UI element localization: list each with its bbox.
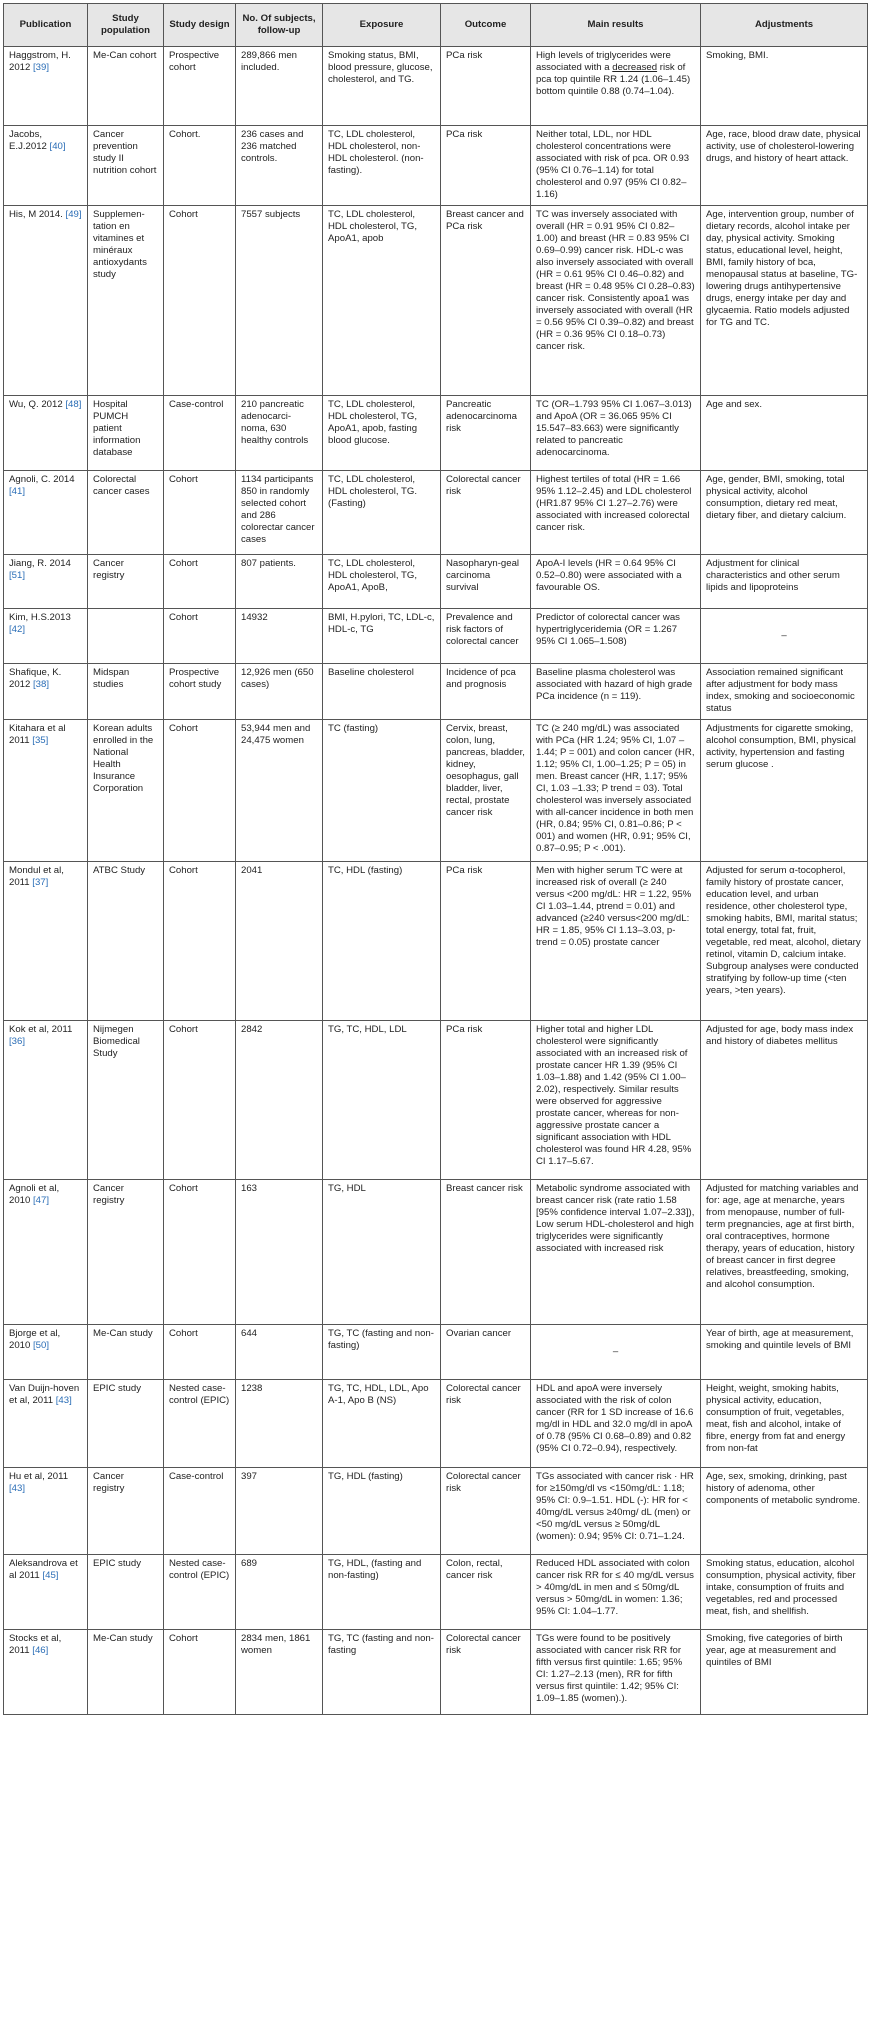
cell-outcome: Prevalence and risk factors of colorectal cancer: [441, 609, 531, 664]
table-row: [4, 206, 868, 396]
cell-results: Neither total, LDL, nor HDL cholesterol concentrations were associated with risk of pca. OR 0.93 (95% CI 0.76–1.14) for total cholesterol and 0.97 (95% CI 0.82–1.16): [531, 126, 701, 206]
table-row: [4, 1180, 868, 1325]
cell-subjects: 1134 participants 850 in randomly selected cohort and 286 colorectar cancer cases: [236, 471, 323, 555]
cell-adjustments: Age, sex, smoking, drinking, past history of adenoma, other components of metabolic syndrome.: [701, 1468, 868, 1555]
cell-results: TGs associated with cancer risk · HR for ≥150mg/dl vs <150mg/dL: 1.18; 95% CI: 0.9–1.51. HDL (-): HR for < 40mg/dL versus ≥40mg/ dL (men) or <50 mg/dL versus ≥ 50mg/dL (women): 0.94; 95% CI: 0.71–1.24.: [531, 1468, 701, 1555]
reference-link[interactable]: [42]: [9, 624, 26, 635]
cell-adjustments: Adjusted for serum α-tocopherol, family history of prostate cancer, education level, and urban residence, other cholesterol type, smoking habits, BMI, marital status; total energy, total fat, fruit, vegetable, red meat, alcohol, dietary retinol, vitamin D, calcium intake. Subgroup analyses were conducted stratifying by follow-up time (<ten years, >ten years).: [701, 862, 868, 1021]
cell-exposure: TC, LDL cholesterol, HDL cholesterol, TG, ApoA1, apob: [323, 206, 441, 396]
cell-results: HDL and apoA were inversely associated with the risk of colon cancer (RR for 1 SD increase of 16.6 mg/dl in HDL and 32.0 mg/dl in apoA of 0.78 (95% CI 0.68–0.89) and 0.82 (95% CI 0.72–0.94), respectively.: [531, 1380, 701, 1468]
cell-outcome: Colon, rectal, cancer risk: [441, 1555, 531, 1630]
cell-exposure: Smoking status, BMI, blood pressure, glucose, cholesterol, and TG.: [323, 47, 441, 126]
cell-exposure: Baseline cholesterol: [323, 664, 441, 720]
cell-adjustments: Association remained significant after adjustment for body mass index, smoking and socioeconomic status: [701, 664, 868, 720]
cell-publication: [4, 1180, 88, 1325]
cell-exposure: TG, HDL (fasting): [323, 1468, 441, 1555]
cell-publication: [4, 1468, 88, 1555]
cell-exposure: TC, LDL cholesterol, HDL cholesterol, TG, ApoA1, apob, fasting blood glucose.: [323, 396, 441, 471]
cell-design: Case-control: [164, 396, 236, 471]
cell-population: Cancer registry: [88, 1180, 164, 1325]
cell-subjects: 236 cases and 236 matched controls.: [236, 126, 323, 206]
table-row: [4, 1468, 868, 1555]
cell-outcome: Colorectal cancer risk: [441, 471, 531, 555]
cell-design: Cohort: [164, 862, 236, 1021]
cell-exposure: TC, LDL cholesterol, HDL cholesterol, TG. (Fasting): [323, 471, 441, 555]
cell-subjects: 2041: [236, 862, 323, 1021]
cell-population: Cancer registry: [88, 1468, 164, 1555]
cell-design: Nested case-control (EPIC): [164, 1380, 236, 1468]
cell-outcome: Incidence of pca and prognosis: [441, 664, 531, 720]
cell-subjects: 689: [236, 1555, 323, 1630]
cell-results: Men with higher serum TC were at increased risk of overall (≥ 240 versus <200 mg/dL: HR = 1.22, 95% CI 1.03–1.44, ptrend = 0.01) and advanced (≥240 versus<200 mg/dL: HR = 1.85, 95% CI 1.13–3.03, p-trend = 0.05) prostate cancer: [531, 862, 701, 1021]
col-header-study-design: Study design: [164, 4, 236, 47]
cell-design: Cohort: [164, 471, 236, 555]
cell-subjects: 397: [236, 1468, 323, 1555]
cell-subjects: 644: [236, 1325, 323, 1380]
cell-publication: [4, 1630, 88, 1715]
publication-text: Mondul et al, 2011: [9, 865, 64, 888]
reference-link[interactable]: [43]: [9, 1483, 26, 1494]
cell-results: ApoA-I levels (HR = 0.64 95% CI 0.52–0.80) were associated with a favourable OS.: [531, 555, 701, 609]
reference-link[interactable]: [46]: [32, 1645, 49, 1656]
cell-outcome: Cervix, breast, colon, lung, pancreas, bladder, kidney, oesophagus, gall bladder, liver, rectal, prostate cancer risk: [441, 720, 531, 862]
cell-outcome: PCa risk: [441, 126, 531, 206]
cell-outcome: Colorectal cancer risk: [441, 1380, 531, 1468]
table-row: [4, 609, 868, 664]
table-row: [4, 126, 868, 206]
cell-population: Midspan studies: [88, 664, 164, 720]
cell-population: Cancer prevention study II nutrition cohort: [88, 126, 164, 206]
cell-adjustments: Year of birth, age at measurement, smoking and quintile levels of BMI: [701, 1325, 868, 1380]
cell-adjustments: Height, weight, smoking habits, physical activity, education, consumption of fruit, vegetables, meat, fish and alcohol, intake of fibre, energy from fat and energy from non-fat: [701, 1380, 868, 1468]
cell-subjects: 2842: [236, 1021, 323, 1180]
cell-outcome: Ovarian cancer: [441, 1325, 531, 1380]
cell-results: Predictor of colorectal cancer was hypertriglyceridemia (OR = 1.267 95% CI 1.065–1.508): [531, 609, 701, 664]
cell-exposure: TC (fasting): [323, 720, 441, 862]
cell-publication: [4, 862, 88, 1021]
cell-population: Hospital PUMCH patient information database: [88, 396, 164, 471]
table-row: [4, 1630, 868, 1715]
cell-exposure: TG, HDL, (fasting and non-fasting): [323, 1555, 441, 1630]
publication-text: Kok et al, 2011: [9, 1024, 73, 1035]
reference-link[interactable]: [50]: [33, 1340, 50, 1351]
cell-outcome: PCa risk: [441, 1021, 531, 1180]
cell-subjects: 1238: [236, 1380, 323, 1468]
cell-results: TC was inversely associated with overall (HR = 0.91 95% CI 0.82–1.00) and breast (HR = 0.83 95% CI 0.69–0.99) cancer risk. HDL-c was also inversely associated with overall (HR = 0.61 95% CI 0.46–0.82) and breast (HR = 0.48 95% CI 0.28–0.83) cancer risk. Consistently apoa1 was inversely associated with overall (HR = 0.56 95% CI 0.39–0.82) and breast (HR = 0.36 95% CI 0.18–0.73) cancer risk.: [531, 206, 701, 396]
cell-adjustments: Smoking, BMI.: [701, 47, 868, 126]
cell-design: Nested case-control (EPIC): [164, 1555, 236, 1630]
table-row: [4, 862, 868, 1021]
cell-publication: [4, 555, 88, 609]
col-header-outcome: Outcome: [441, 4, 531, 47]
reference-link[interactable]: [45]: [42, 1570, 59, 1581]
cell-design: Cohort: [164, 1325, 236, 1380]
cell-exposure: BMI, H.pylori, TC, LDL-c, HDL-c, TG: [323, 609, 441, 664]
cell-design: Cohort: [164, 609, 236, 664]
cell-population: Supplemen-tation en vitamines et minéraux antioxydants study: [88, 206, 164, 396]
publication-text: Jiang, R. 2014: [9, 558, 71, 569]
cell-publication: [4, 1555, 88, 1630]
cell-population: EPIC study: [88, 1555, 164, 1630]
publication-text: Bjorge et al, 2010: [9, 1328, 61, 1351]
reference-link[interactable]: [49]: [65, 209, 82, 220]
cell-adjustments: Adjustments for cigarette smoking, alcohol consumption, BMI, physical activity, hypertension and fasting serum glucose .: [701, 720, 868, 862]
cell-results: Reduced HDL associated with colon cancer risk RR for ≤ 40 mg/dL versus > 40mg/dL in men and ≤ 50mg/dL versus > 50mg/dL in women: 1.36; 95% CI: 1.04–1.77.: [531, 1555, 701, 1630]
col-header-main-results: Main results: [531, 4, 701, 47]
studies-table: [3, 3, 868, 1715]
cell-publication: [4, 396, 88, 471]
cell-subjects: 12,926 men (650 cases): [236, 664, 323, 720]
publication-text: Wu, Q. 2012: [9, 399, 66, 410]
cell-subjects: 2834 men, 1861 women: [236, 1630, 323, 1715]
col-header-adjustments: Adjustments: [701, 4, 868, 47]
cell-design: Cohort: [164, 206, 236, 396]
cell-publication: [4, 664, 88, 720]
cell-population: Colorectal cancer cases: [88, 471, 164, 555]
cell-results: Metabolic syndrome associated with breast cancer risk (rate ratio 1.58 [95% confidence interval 1.07–2.33]), Low serum HDL-cholesterol and high triglycerides were significantly associated with increased risk: [531, 1180, 701, 1325]
table-row: [4, 720, 868, 862]
cell-publication: [4, 206, 88, 396]
cell-results: –: [531, 1325, 701, 1380]
table-row: [4, 396, 868, 471]
cell-population: Me-Can cohort: [88, 47, 164, 126]
cell-exposure: TG, HDL: [323, 1180, 441, 1325]
publication-text: Kim, H.S.2013: [9, 612, 71, 623]
reference-link[interactable]: [51]: [9, 570, 26, 581]
cell-publication: [4, 1325, 88, 1380]
results-emphasis: decreased: [612, 62, 658, 73]
reference-link[interactable]: [35]: [32, 735, 49, 746]
cell-publication: [4, 609, 88, 664]
table-row: [4, 1325, 868, 1380]
cell-adjustments: Age and sex.: [701, 396, 868, 471]
cell-subjects: 53,944 men and 24,475 women: [236, 720, 323, 862]
cell-design: Cohort: [164, 555, 236, 609]
reference-link[interactable]: [48]: [65, 399, 82, 410]
cell-subjects: 289,866 men included.: [236, 47, 323, 126]
cell-results: TC (OR–1.793 95% CI 1.067–3.013) and ApoA (OR = 36.065 95% CI 15.547–83.663) were significantly related to pancreatic adenocarcinoma.: [531, 396, 701, 471]
table-row: [4, 47, 868, 126]
cell-design: Prospective cohort: [164, 47, 236, 126]
reference-link[interactable]: [41]: [9, 486, 26, 497]
cell-adjustments: –: [701, 609, 868, 664]
cell-subjects: 807 patients.: [236, 555, 323, 609]
publication-text: Jacobs, E.J.2012: [9, 129, 50, 152]
cell-publication: [4, 126, 88, 206]
cell-adjustments: Adjusted for matching variables and for: age, age at menarche, years from menopause, number of full-term pregnancies, age at first birth, oral contraceptives, hormone therapy, years of education, history of breast cancer in first degree relatives, breastfeeding, smoking, and alcohol consumption.: [701, 1180, 868, 1325]
publication-text: Kitahara et al 2011: [9, 723, 66, 746]
cell-design: Cohort: [164, 1021, 236, 1180]
cell-publication: [4, 47, 88, 126]
table-row: [4, 471, 868, 555]
cell-population: [88, 609, 164, 664]
table-row: [4, 1380, 868, 1468]
cell-exposure: TG, TC, HDL, LDL: [323, 1021, 441, 1180]
publication-text: Stocks et al, 2011: [9, 1633, 62, 1656]
cell-exposure: TG, TC (fasting and non-fasting): [323, 1325, 441, 1380]
cell-design: Cohort: [164, 1630, 236, 1715]
cell-adjustments: Smoking, five categories of birth year, age at measurement and quintiles of BMI: [701, 1630, 868, 1715]
cell-adjustments: Smoking status, education, alcohol consumption, physical activity, fiber intake, consumption of fruits and vegetables, red and processed meat, fish, and shellfish.: [701, 1555, 868, 1630]
reference-link[interactable]: [38]: [33, 679, 50, 690]
cell-outcome: Nasopharyn-geal carcinoma survival: [441, 555, 531, 609]
cell-outcome: Breast cancer and PCa risk: [441, 206, 531, 396]
col-header-exposure: Exposure: [323, 4, 441, 47]
cell-design: Cohort.: [164, 126, 236, 206]
col-header-study-population: Study population: [88, 4, 164, 47]
cell-exposure: TC, HDL (fasting): [323, 862, 441, 1021]
cell-results: TC (≥ 240 mg/dL) was associated with PCa (HR 1.24; 95% CI, 1.07 –1.44; P = 001) and colon cancer (HR, 1.12; 95% CI, 1.00–1.25; P = 05) in men. Breast cancer (HR, 1.17; 95% CI, 1.03 –1.33; P trend = 03). Total cholesterol was inversely associated with all-cancer incidence in both men (HR, 0.84; 95% CI, 0.81–0.86; P < 001) and women (HR, 0.91; 95% CI, 0.87–0.95; P < .001).: [531, 720, 701, 862]
cell-outcome: PCa risk: [441, 862, 531, 1021]
cell-population: Korean adults enrolled in the National Health Insurance Corporation: [88, 720, 164, 862]
publication-text: Van Duijn-hoven et al, 2011: [9, 1383, 80, 1406]
cell-adjustments: Age, gender, BMI, smoking, total physical activity, alcohol consumption, dietary red meat, dietary fiber, and dietary calcium.: [701, 471, 868, 555]
table-row: [4, 555, 868, 609]
table-row: [4, 1555, 868, 1630]
cell-exposure: TG, TC, HDL, LDL, Apo A-1, Apo B (NS): [323, 1380, 441, 1468]
col-header-subjects: No. Of subjects, follow-up: [236, 4, 323, 47]
publication-text: Haggstrom, H. 2012: [9, 50, 71, 73]
cell-population: Me-Can study: [88, 1630, 164, 1715]
cell-results: TGs were found to be positively associated with cancer risk RR for fifth versus first quintile: 1.65; 95% CI: 1.27–2.13 (men), RR for fifth versus first quintile: 1.42; 95% CI: 1.09–1.85 (women).).: [531, 1630, 701, 1715]
cell-outcome: PCa risk: [441, 47, 531, 126]
publication-text: Hu et al, 2011: [9, 1471, 69, 1482]
col-header-publication: Publication: [4, 4, 88, 47]
cell-exposure: TC, LDL cholesterol, HDL cholesterol, TG, ApoA1, ApoB,: [323, 555, 441, 609]
cell-outcome: Colorectal cancer risk: [441, 1630, 531, 1715]
cell-exposure: TG, TC (fasting and non-fasting: [323, 1630, 441, 1715]
results-text: risk of pca top quintile RR 1.24 (1.06–1.45) bottom quintile 0.88 (0.74–1.04).: [536, 62, 691, 97]
cell-design: Cohort: [164, 1180, 236, 1325]
cell-subjects: 163: [236, 1180, 323, 1325]
cell-results: Highest tertiles of total (HR = 1.66 95% 1.12–2.45) and LDL cholesterol (HR1.87 95% CI 1.27–2.76) were associated with increased colorectal cancer risk.: [531, 471, 701, 555]
cell-adjustments: Adjustment for clinical characteristics and other serum lipids and lipoproteins: [701, 555, 868, 609]
header-row: [4, 4, 868, 47]
cell-results: Baseline plasma cholesterol was associated with hazard of high grade PCa incidence (n = 119).: [531, 664, 701, 720]
cell-outcome: Breast cancer risk: [441, 1180, 531, 1325]
reference-link[interactable]: [43]: [55, 1395, 72, 1406]
publication-text: Agnoli et al, 2010: [9, 1183, 60, 1206]
cell-adjustments: Age, race, blood draw date, physical activity, use of cholesterol-lowering drugs, and history of heart attack.: [701, 126, 868, 206]
cell-design: Case-control: [164, 1468, 236, 1555]
cell-population: Me-Can study: [88, 1325, 164, 1380]
cell-results: Higher total and higher LDL cholesterol were significantly associated with an increased risk of prostate cancer HR 1.39 (95% CI 1.03–1.88) and 1.42 (95% CI 1.00–2.02), respectively. Similar results were observed for aggressive prostate cancer, whereas for non-aggressive prostate cancer a significant association with HDL cholesterol was found HR 4.28, 95% CI 1.17–5.67.: [531, 1021, 701, 1180]
reference-link[interactable]: [47]: [33, 1195, 50, 1206]
cell-outcome: Pancreatic adenocarcinoma risk: [441, 396, 531, 471]
cell-publication: [4, 720, 88, 862]
cell-population: Nijmegen Biomedical Study: [88, 1021, 164, 1180]
cell-exposure: TC, LDL cholesterol, HDL cholesterol, non-HDL cholesterol. (non-fasting).: [323, 126, 441, 206]
cell-adjustments: Age, intervention group, number of dietary records, alcohol intake per day, physical activity. Smoking status, educational level, height, BMI, family history of bca, menopausal status at baseline, TG-lowering drugs antihypertensive drugs, energy intake per day and glycaemia. Ratio models adjusted for TG and TC.: [701, 206, 868, 396]
reference-link[interactable]: [37]: [32, 877, 49, 888]
table-row: [4, 664, 868, 720]
cell-population: ATBC Study: [88, 862, 164, 1021]
cell-outcome: Colorectal cancer risk: [441, 1468, 531, 1555]
reference-link[interactable]: [36]: [9, 1036, 26, 1047]
table-row: [4, 1021, 868, 1180]
cell-subjects: 7557 subjects: [236, 206, 323, 396]
publication-text: His, M 2014.: [9, 209, 66, 220]
publication-text: Agnoli, C. 2014: [9, 474, 75, 485]
cell-publication: [4, 1021, 88, 1180]
cell-results: [531, 47, 701, 126]
reference-link[interactable]: [40]: [49, 141, 66, 152]
cell-design: Cohort: [164, 720, 236, 862]
cell-adjustments: Adjusted for age, body mass index and history of diabetes mellitus: [701, 1021, 868, 1180]
cell-population: Cancer registry: [88, 555, 164, 609]
cell-publication: [4, 471, 88, 555]
cell-publication: [4, 1380, 88, 1468]
cell-design: Prospective cohort study: [164, 664, 236, 720]
publication-text: Aleksandrova et al 2011: [9, 1558, 78, 1581]
publication-text: Shafique, K. 2012: [9, 667, 62, 690]
cell-subjects: 210 pancreatic adenocarci-noma, 630 healthy controls: [236, 396, 323, 471]
cell-population: EPIC study: [88, 1380, 164, 1468]
reference-link[interactable]: [39]: [33, 62, 50, 73]
results-text: High levels of triglycerides were associated with a: [536, 50, 671, 73]
cell-subjects: 14932: [236, 609, 323, 664]
